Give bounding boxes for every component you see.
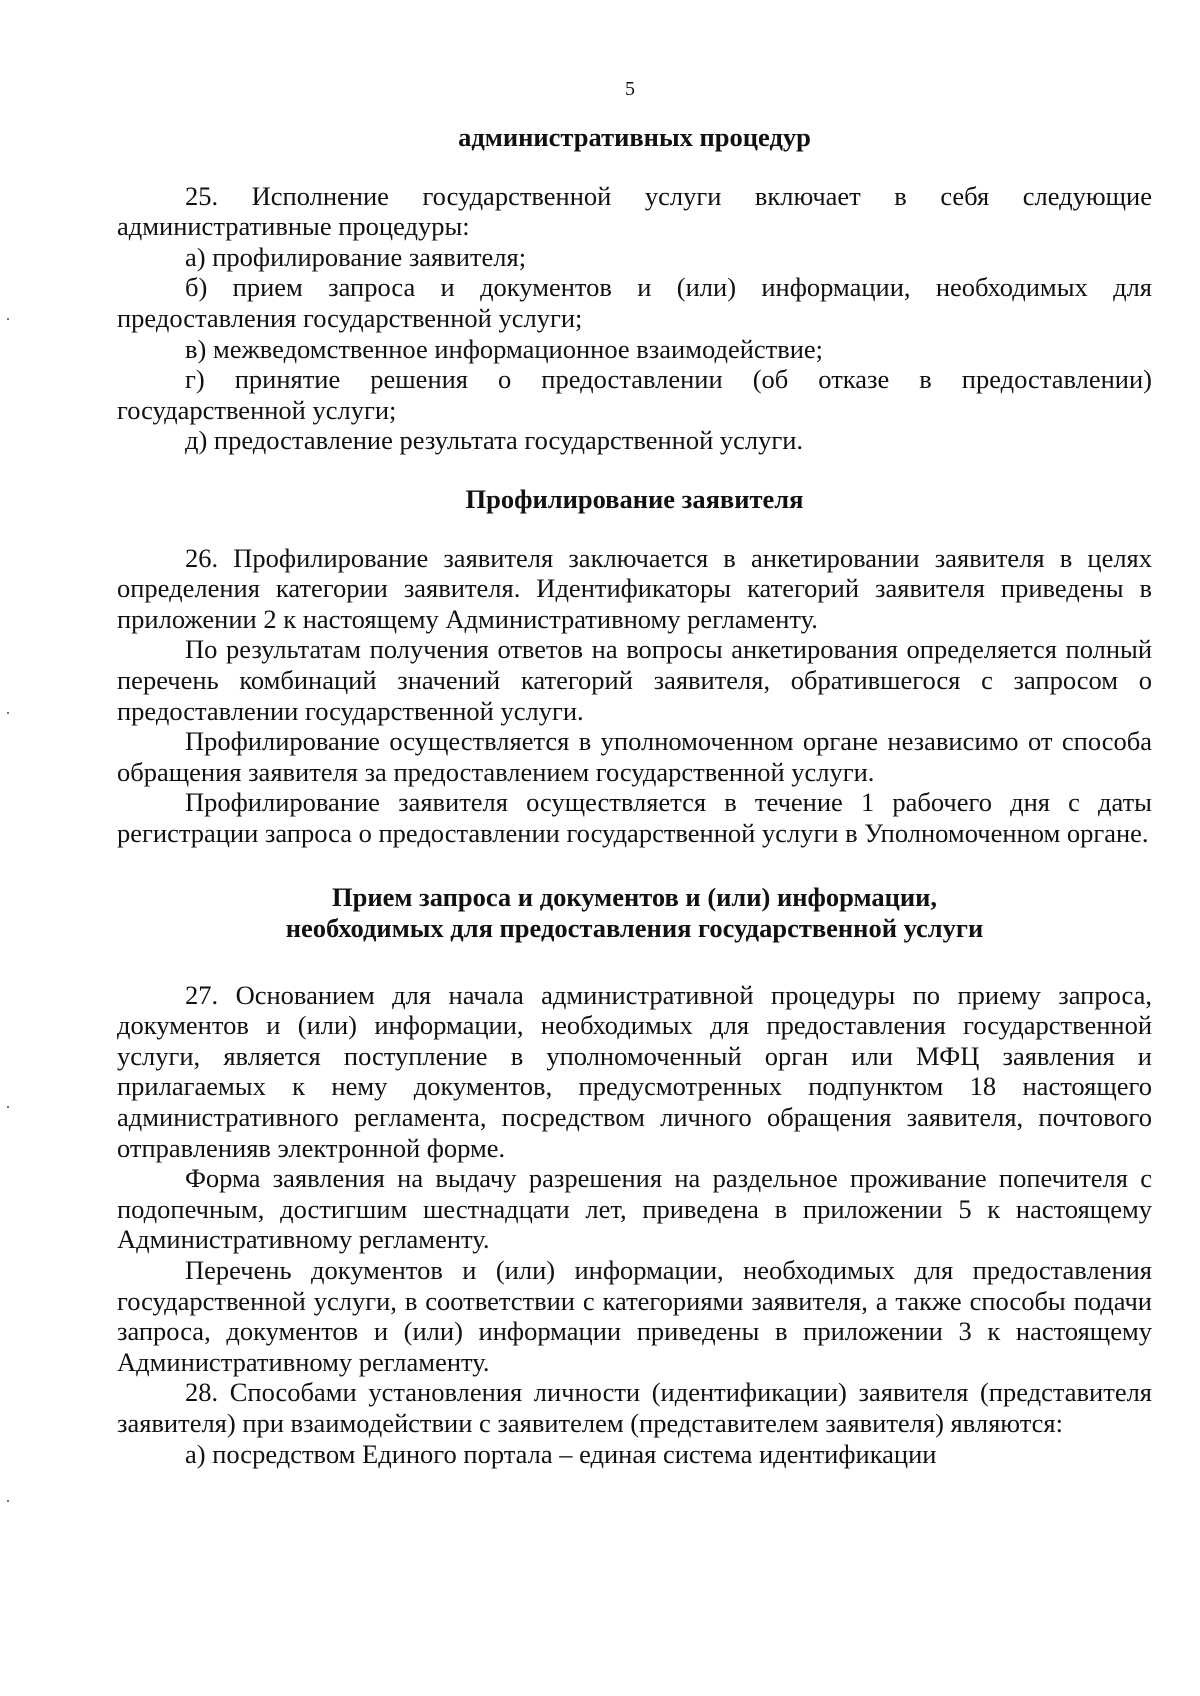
paragraph-28: 28. Способами установления личности (идентификации) заявителя (представителя заявителя) при взаимодействии с заявителем (представителем заявителя) являются: (117, 1377, 1152, 1438)
scan-mark (7, 1500, 9, 1502)
section-heading-profiling: Профилирование заявителя (465, 483, 804, 514)
scan-mark (7, 318, 9, 320)
section-heading-reception-line2: необходимых для предоставления государственной услуги (285, 913, 984, 944)
section-heading-procedures: административных процедур (458, 122, 811, 152)
paragraph-25: 25. Исполнение государственной услуги включает в себя следующие административные процедуры: (117, 180, 1152, 242)
paragraph-26-4: Профилирование заявителя осуществляется в течение 1 рабочего дня с даты регистрации запроса о предоставлении государственной услуги в Уполномоченном органе. (117, 787, 1152, 848)
paragraph-26-3: Профилирование осуществляется в уполномоченном органе независимо от способа обращения заявителя за предоставлением государственной услуги. (117, 726, 1152, 787)
paragraph-27: 27. Основанием для начала административной процедуры по приему запроса, документов и (или) информации, необходимых для предоставления государственной услуги, является поступление в уполномоченный орган или МФЦ заявления и прилагаемых к нему документов, предусмотренных подпунктом 18 настоящего административного регламента, посредством личного обращения заявителя, почтового отправленияв электронной форме. (117, 979, 1152, 1163)
section-heading-reception (117, 882, 1152, 943)
list-item-25a: а) профилирование заявителя; (185, 241, 527, 272)
list-item-25v: в) межведомственное информационное взаимодействие; (185, 333, 824, 364)
list-item-25d: д) предоставление результата государственной услуги. (185, 425, 804, 456)
list-item-25g: г) принятие решения о предоставлении (об отказе в предоставлении) государственной услуги; (117, 364, 1152, 425)
document-body (117, 122, 1152, 1469)
paragraph-27-3: Перечень документов и (или) информации, необходимых для предоставления государственной услуги, в соответствии с категориями заявителя, а также способы подачи запроса, документов и (или) информации приведены в приложении 3 к настоящему Административному регламенту. (117, 1255, 1152, 1377)
section-heading-reception-line1: Прием запроса и документов и (или) информации, (331, 882, 938, 913)
paragraph-26: 26. Профилирование заявителя заключается в анкетировании заявителя в целях определения категории заявителя. Идентификаторы категорий заявителя приведены в приложении 2 к настоящему Административному регламенту. (117, 542, 1152, 634)
page-number: 5 (625, 78, 635, 100)
paragraph-27-2: Форма заявления на выдачу разрешения на раздельное проживание попечителя с подопечным, достигшим шестнадцати лет, приведена в приложении 5 к настоящему Административному регламенту. (117, 1163, 1152, 1255)
list-item-25b: б) прием запроса и документов и (или) информации, необходимых для предоставления государственной услуги; (117, 272, 1152, 333)
paragraph-26-2: По результатам получения ответов на вопросы анкетирования определяется полный перечень комбинаций значений категорий заявителя, обратившегося с запросом о предоставлении государственной услуги. (117, 634, 1152, 726)
list-item-28a: а) посредством Единого портала – единая система идентификации (185, 1438, 937, 1469)
scan-mark (7, 712, 9, 714)
scan-mark (7, 1106, 9, 1108)
